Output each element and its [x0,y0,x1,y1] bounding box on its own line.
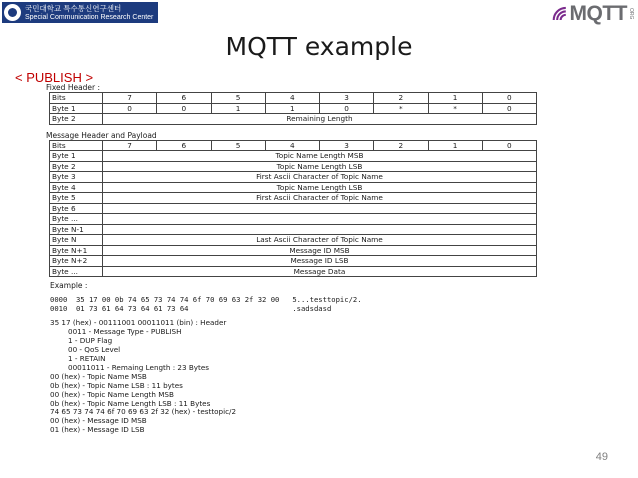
field-cell: Message Data [103,266,537,277]
explanation-line: 1 - RETAIN [68,354,106,364]
table-row [50,214,537,225]
table-row [50,203,537,214]
explanation-line: 00 - QoS Level [68,345,121,355]
field-cell: Topic Name Length LSB [103,182,537,193]
row-label: Bits [50,93,103,104]
signal-waves-icon [552,5,568,23]
bit-cell: 4 [265,140,319,151]
table-row [50,114,537,125]
table-row [50,182,537,193]
bit-cell: 7 [103,140,157,151]
bit-cell: 6 [157,93,211,104]
bit-cell: 0 [482,103,536,114]
row-label: Byte N [50,235,103,246]
field-cell [103,203,537,214]
bit-cell: 2 [374,93,428,104]
hex-dump-line: 0000 35 17 00 0b 74 65 73 74 74 6f 70 69 63 2f 32 00 5...testtopic/2. [50,295,362,304]
bit-cell: 1 [265,103,319,114]
fixed-header-table [49,92,537,125]
field-cell: Topic Name Length LSB [103,161,537,172]
row-label: Byte N-1 [50,224,103,235]
table-row [50,103,537,114]
bit-cell: 1 [428,93,482,104]
row-label: Byte 3 [50,172,103,183]
bit-cell: 5 [211,93,265,104]
row-label: Byte ... [50,266,103,277]
explanation-line: 1 - DUP Flag [68,336,113,346]
bit-cell: * [374,103,428,114]
row-label: Byte 6 [50,203,103,214]
row-label: Byte N+2 [50,256,103,267]
bit-cell: 2 [374,140,428,151]
slide-subtitle: < PUBLISH > [15,70,94,85]
table-row [50,140,537,151]
field-cell: First Ascii Character of Topic Name [103,193,537,204]
row-label: Bits [50,140,103,151]
example-explanation [46,319,539,435]
logo-english-text: Special Communication Research Center [25,13,154,21]
field-cell [103,214,537,225]
bit-cell: 6 [157,140,211,151]
field-cell: Message ID MSB [103,245,537,256]
fixed-header-label: Fixed Header : [46,83,101,92]
bit-cell: 0 [320,103,374,114]
bit-cell: 4 [265,93,319,104]
bit-cell: 1 [211,103,265,114]
row-label: Byte 1 [50,103,103,114]
table-row [50,256,537,267]
table-row [50,172,537,183]
table-row [50,266,537,277]
publish-packet-panel [46,83,539,472]
university-emblem-icon [4,4,21,21]
page-number: 49 [595,451,608,463]
table-row [50,235,537,246]
field-cell: First Ascii Character of Topic Name [103,172,537,183]
explanation-line: 0b (hex) - Topic Name LSB : 11 bytes [50,380,183,390]
bit-cell: 1 [428,140,482,151]
row-label: Byte 5 [50,193,103,204]
bit-cell: 3 [320,93,374,104]
message-header-label: Message Header and Payload [46,130,157,140]
field-cell [103,224,537,235]
mqtt-logo [552,2,634,26]
row-label: Byte 2 [50,161,103,172]
explanation-line: 0b (hex) - Topic Name Length LSB : 11 Bytes [50,398,211,408]
row-label: Byte 1 [50,151,103,162]
example-label: Example : [50,281,88,290]
logo-korean-text: 국민대학교 특수통신연구센터 [25,3,122,13]
explanation-line: 00011011 - Remaing Length : 23 Bytes [68,362,210,372]
explanation-line: 0011 - Message Type - PUBLISH [68,327,182,337]
bit-cell: 0 [482,140,536,151]
explanation-line: 74 65 73 74 74 6f 70 69 63 2f 32 (hex) - testtopic/2 [50,407,237,417]
bit-cell: * [428,103,482,114]
field-cell: Remaining Length [103,114,537,125]
message-header-table [49,140,537,278]
explanation-line: 00 (hex) - Message ID MSB [50,416,147,426]
bit-cell: 0 [157,103,211,114]
bit-cell: 5 [211,140,265,151]
mqtt-logo-suffix: ORG [628,8,634,20]
table-row [50,93,537,104]
mqtt-logo-text: MQTT [569,2,627,25]
table-row [50,161,537,172]
explanation-line: 01 (hex) - Message ID LSB [50,425,145,435]
bit-cell: 0 [103,103,157,114]
table-row [50,224,537,235]
field-cell: Message ID LSB [103,256,537,267]
explanation-line: 35 17 (hex) - 00111001 00011011 (bin) : Header [50,318,227,328]
explanation-line: 00 (hex) - Topic Name Length MSB [50,389,174,399]
field-cell: Last Ascii Character of Topic Name [103,235,537,246]
row-label: Byte 4 [50,182,103,193]
row-label: Byte N+1 [50,245,103,256]
table-row [50,193,537,204]
hex-dump-line: 0010 01 73 61 64 73 64 61 73 64 .sadsdasd [50,304,332,314]
table-row [50,245,537,256]
explanation-line: 00 (hex) - Topic Name MSB [50,371,147,381]
table-row [50,151,537,162]
bit-cell: 7 [103,93,157,104]
row-label: Byte ... [50,214,103,225]
university-logo [2,2,158,23]
slide-title: MQTT example [225,32,413,61]
bit-cell: 0 [482,93,536,104]
bit-cell: 3 [320,140,374,151]
row-label: Byte 2 [50,114,103,125]
field-cell: Topic Name Length MSB [103,151,537,162]
